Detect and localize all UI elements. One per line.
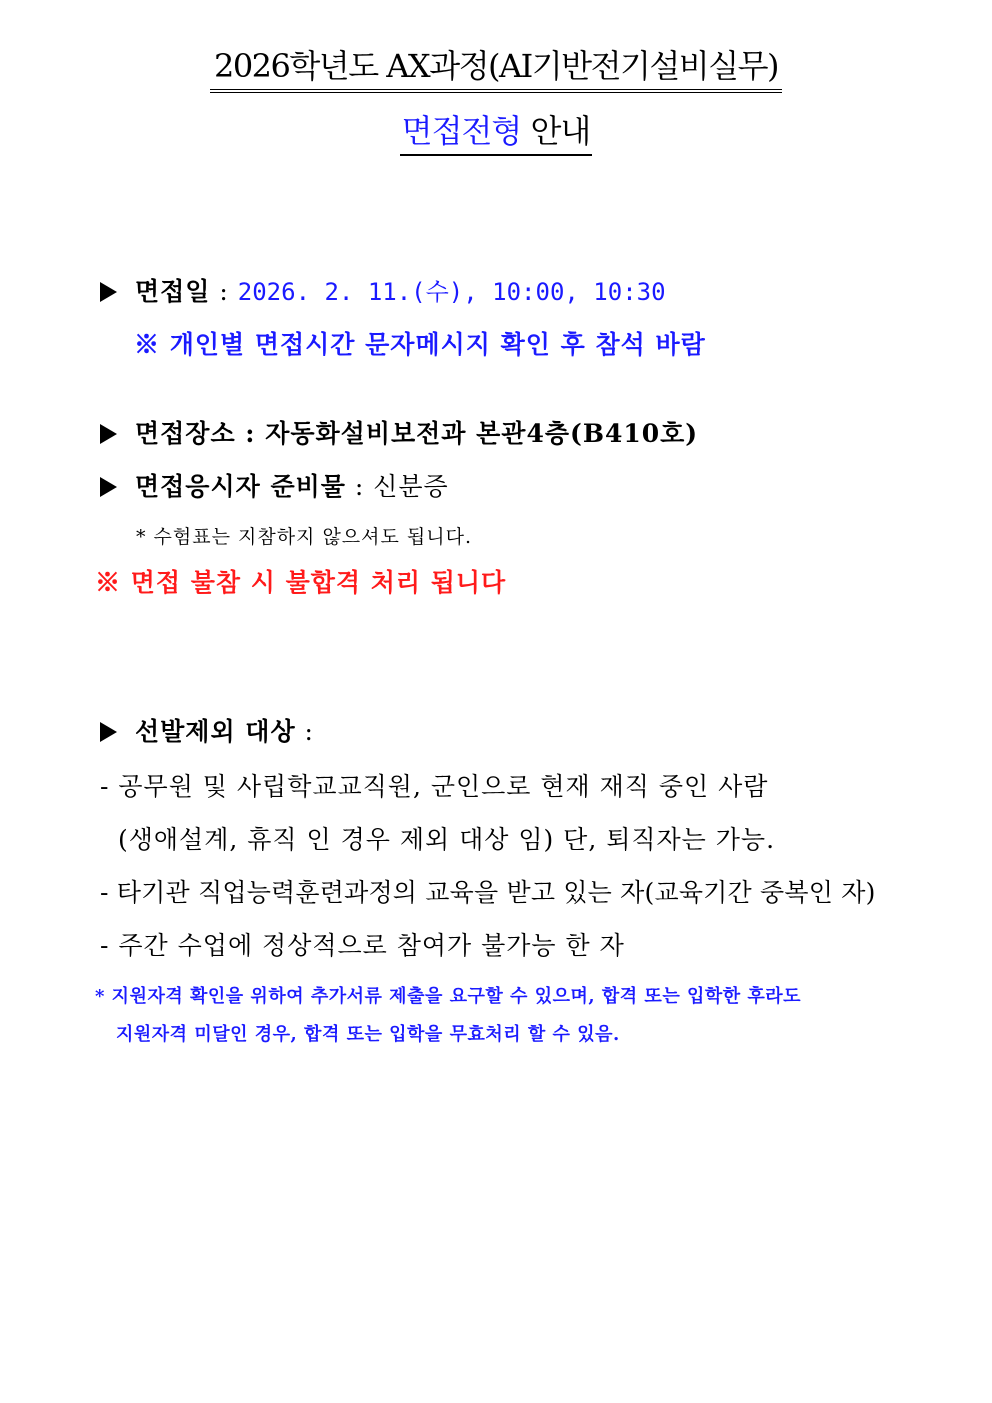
interview-date-label: 면접일 [135, 277, 211, 306]
document-subtitle [0, 108, 992, 156]
preparation-separator: : [345, 472, 374, 501]
exclusion-item: (생애설계, 휴직 인 경우 제외 대상 임) 단, 퇴직자는 가능. [118, 825, 776, 854]
title-line1: 2026학년도 AX과정(AI기반전기설비실무) [210, 44, 782, 93]
triangle-bullet-icon [100, 282, 117, 302]
interview-date-separator: : [210, 277, 238, 306]
triangle-bullet-icon [100, 424, 117, 444]
interview-place-row [100, 414, 698, 450]
interview-date-note: ※ 개인별 면접시간 문자메시지 확인 후 참석 바람 [134, 330, 706, 359]
preparation-note: * 수험표는 지참하지 않으셔도 됩니다. [136, 526, 473, 548]
preparation-row [100, 467, 449, 503]
absence-warning: ※ 면접 불참 시 불합격 처리 됩니다 [95, 568, 507, 597]
exclusion-item: - 주간 수업에 정상적으로 참여가 불가능 한 자 [100, 931, 625, 960]
exclusion-row [100, 712, 314, 748]
exclusion-item: - 공무원 및 사립학교교직원, 군인으로 현재 재직 중인 사람 [100, 772, 769, 801]
eligibility-footnote-line2: 지원자격 미달인 경우, 합격 또는 입학을 무효처리 할 수 있음. [116, 1024, 620, 1045]
eligibility-footnote-line1: * 지원자격 확인을 위하여 추가서류 제출을 요구할 수 있으며, 합격 또는 입학한 후라도 [95, 986, 802, 1007]
document-title [0, 44, 992, 93]
preparation-value: 신분증 [373, 472, 449, 501]
exclusion-separator: : [295, 717, 314, 746]
exclusion-item: - 타기관 직업능력훈련과정의 교육을 받고 있는 자(교육기간 중복인 자) [100, 878, 876, 907]
exclusion-label: 선발제외 대상 [135, 717, 296, 746]
triangle-bullet-icon [100, 477, 117, 497]
subtitle-rest: 안내 [521, 112, 591, 150]
subtitle-highlight: 면접전형 [401, 112, 522, 150]
interview-date-value: 2026. 2. 11.(수), 10:00, 10:30 [237, 278, 666, 306]
preparation-label: 면접응시자 준비물 [135, 472, 346, 501]
interview-date-row [100, 272, 666, 308]
triangle-bullet-icon [100, 722, 117, 742]
interview-place-label: 면접장소 : 자동화설비보전과 본관4층(B410호) [135, 419, 699, 448]
